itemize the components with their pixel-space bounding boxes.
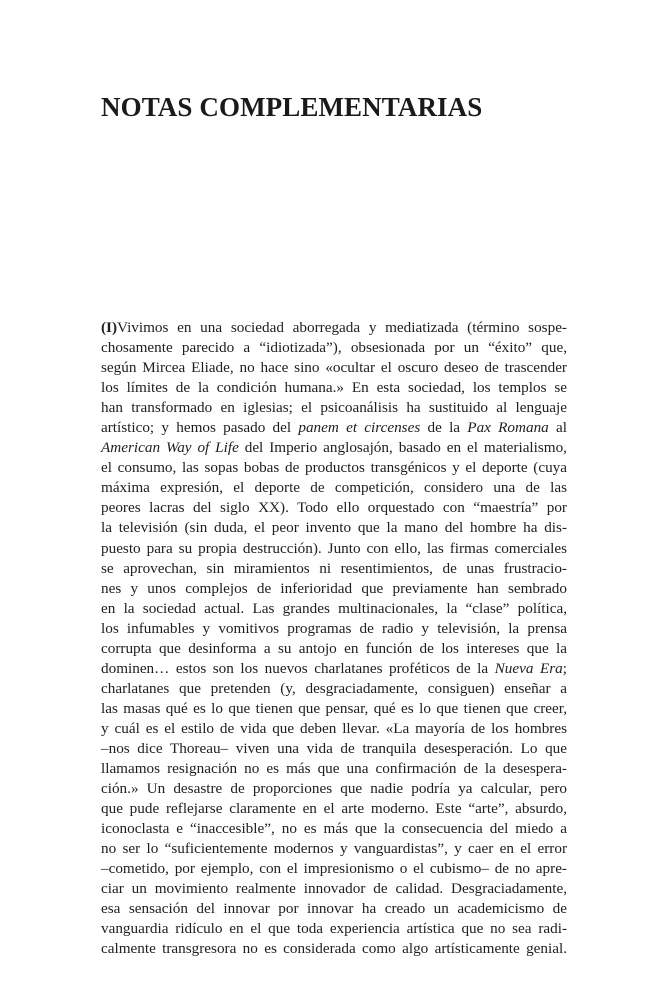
text-run: iconoclasta e “inaccesible”, no es más que la consecuencia del miedo a [101,820,567,838]
text-run: máxima expresión, el deporte de competición, considero una de las [101,479,567,497]
text-run: –nos dice Thoreau– viven una vida de tranquila desesperación. Lo que [101,739,567,757]
text-run: en la sociedad actual. Las grandes multinacionales, la “clase” política, [101,599,567,617]
text-run: según Mircea Eliade, no hace sino «ocultar el oscuro deseo de trascender [101,359,567,377]
text-run: peores lacras del siglo XX). Todo ello orquestado con “maestría” por [101,499,567,517]
note-line [101,679,567,699]
italic-phrase: Nueva Era [494,659,563,677]
text-run: ción.» Un desastre de proporciones que nadie podría ya calcular, pero [101,780,567,798]
text-run: esa sensación del innovar por innovar ha creado un academicismo de [101,900,567,918]
note-line [101,879,567,899]
text-run: corrupta que desinforma a su antojo en función de los intereses que la [101,639,567,657]
note-line [101,859,567,879]
text-run: vanguardia ridículo en el que toda experiencia artística que no sea radi- [101,920,567,938]
note-line [101,739,567,759]
text-run: ciar un movimiento realmente innovador de calidad. Desgraciadamente, [101,880,567,898]
note-line [101,478,567,498]
text-run: los límites de la condición humana.» En esta sociedad, los templos se [101,379,567,397]
note-line [101,939,567,959]
note-line [101,799,567,819]
text-run: el consumo, las sopas bobas de productos transgénicos y el deporte (cuya [101,459,567,477]
note-line [101,539,567,559]
note-line [101,518,567,538]
note-line [101,899,567,919]
note-line [101,599,567,619]
text-run: que pude reflejarse claramente en el arte moderno. Este “arte”, absurdo, [101,800,567,818]
note-line [101,719,567,739]
note-line [101,659,567,679]
text-run: del Imperio anglosajón, basado en el materialismo, [238,439,567,457]
note-line [101,358,567,378]
text-run: los infumables y vomitivos programas de radio y televisión, la prensa [101,619,567,637]
text-run: artístico; y hemos pasado del [101,419,299,437]
italic-phrase: panem et circenses [298,419,421,437]
text-run: al [548,419,567,437]
italic-phrase: Pax Romana [467,419,549,437]
text-run: llamamos resignación no es más que una confirmación de la desespera- [101,760,567,778]
note-line [101,378,567,398]
text-run: Vivimos en una sociedad aborregada y mediatizada (término sospe- [117,319,567,336]
text-run: charlatanes que pretenden (y, desgraciadamente, consiguen) enseñar a [101,679,567,697]
note-line [101,759,567,779]
note-line [101,438,567,458]
text-run: calmente transgresora no es considerada como algo artísticamente genial. [101,940,567,958]
note-line [101,318,567,338]
text-run: –cometido, por ejemplo, con el impresionismo o el cubismo– de no apre- [101,860,567,878]
complementary-note [101,318,567,960]
text-run: han transformado en iglesias; el psicoanálisis ha sustituido al lenguaje [101,399,567,417]
note-line [101,819,567,839]
text-run: dominen… estos son los nuevos charlatanes proféticos de la [101,659,495,677]
note-line [101,498,567,518]
text-run: las masas qué es lo que tienen que pensar, qué es lo que tienen que creer, [101,699,567,717]
note-line [101,418,567,438]
note-line [101,579,567,599]
note-line [101,779,567,799]
text-run: ; [562,659,567,677]
note-marker: (I) [101,319,118,336]
note-line [101,619,567,639]
page-title: NOTAS COMPLEMENTARIAS [101,92,483,122]
italic-phrase: American Way of Life [101,439,239,457]
note-line [101,639,567,659]
note-line [101,398,567,418]
text-run: chosamente parecido a “idiotizada”), obsesionada por un “éxito” que, [101,339,567,357]
text-run: de la [420,419,468,437]
note-line [101,458,567,478]
text-run: no ser lo “suficientemente modernos y vanguardistas”, y caer en el error [101,840,567,858]
note-line [101,559,567,579]
note-line [101,338,567,358]
text-run: y cuál es el estilo de vida que deben llevar. «La mayoría de los hombres [101,719,567,737]
text-run: nes y unos complejos de inferioridad que previamente han sembrado [101,579,567,597]
note-line [101,919,567,939]
text-run: se aprovechan, sin miramientos ni resentimientos, de unas frustracio- [101,559,567,577]
note-line [101,839,567,859]
note-line [101,699,567,719]
text-run: puesto para su propia destrucción). Junto con ello, las firmas comerciales [101,539,567,557]
text-run: la televisión (sin duda, el peor invento que la mano del hombre ha dis- [101,519,567,537]
